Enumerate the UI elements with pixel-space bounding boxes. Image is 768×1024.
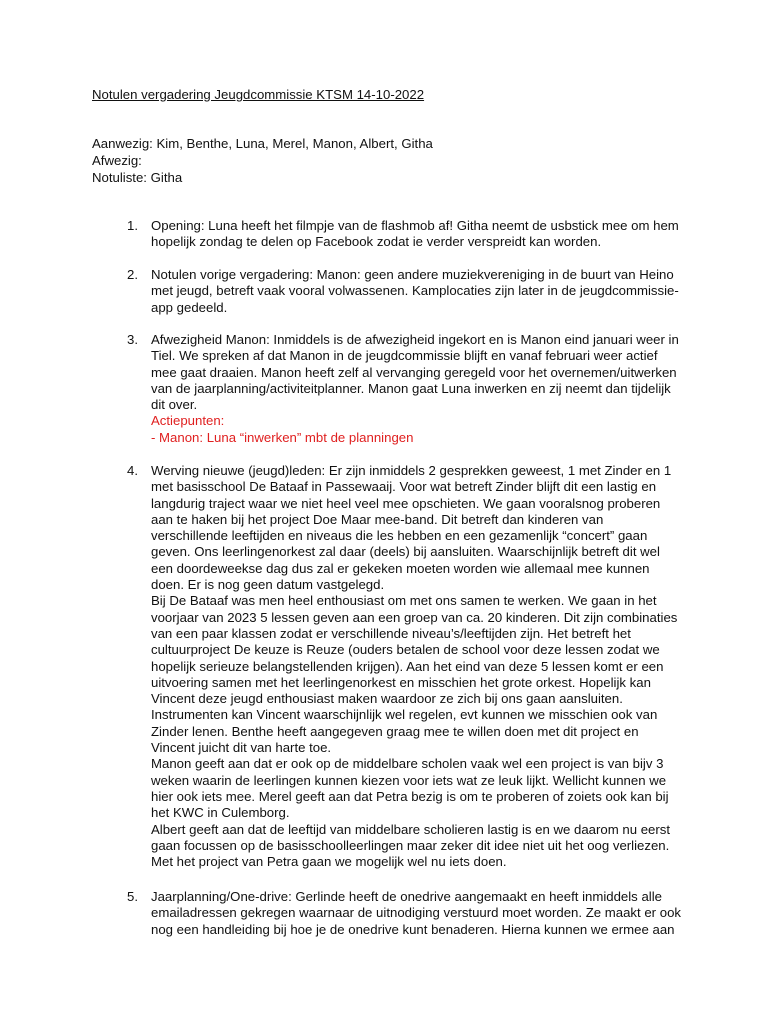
text-line: Manon geeft aan dat er ook op de middelbare scholen vaak wel een project is van bijv 3 [151, 756, 664, 772]
text-line: Afwezigheid Manon: Inmiddels is de afwezigheid ingekort en is Manon eind januari weer in [151, 332, 679, 347]
item-text [151, 889, 681, 938]
text-line: dit over. [151, 397, 198, 413]
text-line: Jaarplanning/One-drive: Gerlinde heeft de onedrive aangemaakt en heeft inmiddels alle [151, 889, 662, 904]
text-line: Instrumenten kan Vincent waarschijnlijk wel regelen, evt kunnen we misschien ook van [151, 707, 658, 723]
text-line: app gedeeld. [151, 299, 228, 315]
text-line: cultuurproject De keuze is Reuze (ouders betalen de school voor deze lessen zodat we [151, 642, 660, 658]
minutes-taker-line: Notuliste: Githa [92, 170, 183, 185]
text-line: Bij De Bataaf was men heel enthousiast om met ons samen te werken. We gaan in het [151, 593, 657, 609]
item-text [151, 332, 679, 446]
text-line: van een paar klassen zodat er verschillende niveau’s/leeftijden zijn. Het betreft het [151, 625, 631, 641]
item-number: 5. [127, 889, 138, 904]
text-line: geven. Ons leerlingenorkest zal daar (deels) bij aansluiten. Waarschijnlijk betreft dit wel [151, 544, 660, 560]
text-line: doen. Er is nog geen datum vastgelegd. [151, 577, 385, 593]
text-line: met jeugd, betreft vaak vooral volwassenen. Kamplocaties zijn later in de jeugdcommissie- [151, 283, 679, 299]
item-text [151, 218, 679, 251]
attendance-block [92, 135, 433, 186]
text-line: van de jaarplanning/activiteitplanner. Manon gaat Luna inwerken en zij neemt dan tijdelijk [151, 380, 671, 396]
present-line: Aanwezig: Kim, Benthe, Luna, Merel, Manon, Albert, Githa [92, 136, 433, 151]
text-line: het KWC in Culemborg. [151, 805, 290, 821]
item-number: 3. [127, 332, 138, 347]
text-line: emailadressen gekregen waarnaar de uitnodiging verstuurd moet worden. Ze maakt er ook [151, 905, 681, 921]
text-line: Zinder lenen. Benthe heeft aangegeven graag mee te willen doen met dit project en [151, 723, 639, 739]
text-line: Met het project van Petra gaan we mogelijk wel nu iets doen. [151, 854, 507, 870]
text-line: Werving nieuwe (jeugd)leden: Er zijn inmiddels 2 gesprekken geweest, 1 met Zinder en 1 [151, 463, 672, 478]
text-line: langdurig traject waar we niet heel veel mee opschieten. We gaan vooralsnog proberen [151, 495, 661, 511]
action-points-heading: Actiepunten: [151, 413, 225, 429]
text-line: gaan focussen op de basisschoolleerlingen maar zeker dit idee niet uit het oog verliezen. [151, 837, 670, 853]
text-line: Vincent deze jeugd enthousiast maken waardoor ze zich bij ons gaan aansluiten. [151, 691, 623, 707]
text-line: Tiel. We spreken af dat Manon in de jeugdcommissie blijft en vanaf februari weer actief [151, 348, 658, 364]
item-text [151, 463, 678, 870]
text-line: hopelijk zondag te delen op Facebook zodat ie verder verspreidt kan worden. [151, 234, 602, 250]
text-line: uitvoering samen met het leerlingenorkest en misschien het grote orkest. Hopelijk kan [151, 674, 651, 690]
text-line: hopelijk serieuze belangstellenden krijgen). Aan het eind van deze 5 lessen komt er een [151, 658, 664, 674]
text-line: aan te haken bij het project Doe Maar mee-band. Dit betreft dan kinderen van [151, 511, 604, 527]
action-point: - Manon: Luna “inwerken” mbt de planningen [151, 429, 414, 445]
item-text [151, 267, 679, 316]
item-number: 2. [127, 267, 138, 282]
item-number: 4. [127, 463, 138, 478]
text-line: weken waarin de leerlingen kunnen kiezen voor iets wat ze leuk lijkt. Wellicht kunnen we [151, 772, 667, 788]
text-line: met basisschool De Bataaf in Passewaaij. Voor wat betreft Zinder blijft dit een lastig en [151, 479, 657, 495]
document-title: Notulen vergadering Jeugdcommissie KTSM 14-10-2022 [92, 87, 425, 102]
text-line: mee gaat draaien. Manon heeft zelf al vervanging geregeld voor het overnemen/uitwerken [151, 364, 677, 380]
text-line: voorjaar van 2023 5 lessen geven aan een groep van ca. 20 kinderen. Dit zijn combinaties [151, 609, 678, 625]
text-line: hier ook iets mee. Merel geeft aan dat Petra bezig is om te proberen of zoiets ook kan bij [151, 788, 669, 804]
text-line: verschillende leeftijden en niveaus die les hebben en een gezamenlijk “concert” gaan [151, 528, 648, 544]
text-line: een doordeweekse dag dus zal er gekeken moeten worden wie allemaal mee kunnen [151, 560, 650, 576]
item-number: 1. [127, 218, 138, 233]
text-line: Opening: Luna heeft het filmpje van de flashmob af! Githa neemt de usbstick mee om hem [151, 218, 679, 233]
text-line: nog een handleiding bij hoe je de onedrive kunt benaderen. Hierna kunnen we ermee aan [151, 921, 675, 937]
text-line: Notulen vorige vergadering: Manon: geen andere muziekvereniging in de buurt van Heino [151, 267, 674, 282]
text-line: Vincent juicht dit van harte toe. [151, 740, 332, 756]
absent-line: Afwezig: [92, 153, 142, 168]
text-line: Albert geeft aan dat de leeftijd van middelbare scholieren lastig is en we daarom nu eerst [151, 821, 671, 837]
